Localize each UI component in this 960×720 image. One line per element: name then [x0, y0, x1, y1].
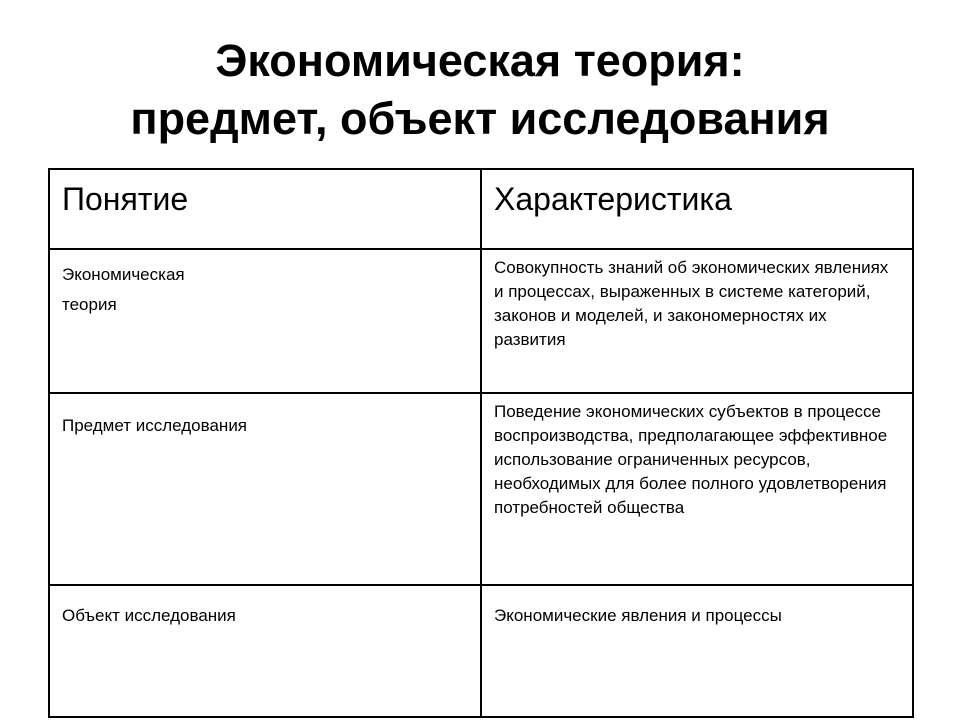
table-row [49, 249, 913, 393]
concept-text: Предмет исследования [62, 416, 248, 435]
table-row [49, 393, 913, 585]
description-cell [481, 393, 913, 585]
table-header-row [49, 169, 913, 249]
slide-title-line-1: Экономическая теория: [215, 35, 745, 86]
header-characteristic-label: Характеристика [494, 181, 732, 217]
description-text: Экономические явления и процессы [494, 606, 782, 625]
description-cell [481, 585, 913, 717]
concept-cell [49, 249, 481, 393]
concept-table [48, 168, 914, 718]
concept-text: Объект исследования [62, 606, 236, 625]
concept-cell [49, 393, 481, 585]
table-row [49, 585, 913, 717]
slide-title-line-2: предмет, объект исследования [130, 93, 830, 144]
header-cell-characteristic [481, 169, 913, 249]
description-text: Совокупность знаний об экономических явлениях и процессах, выраженных в системе категорий, законов и моделей, и закономерностях их развития [494, 258, 889, 349]
description-text: Поведение экономических субъектов в процессе воспроизводства, предполагающее эффективное использование ограниченных ресурсов, необходимых для более полного удовлетворения потребностей общества [494, 402, 888, 517]
concept-cell [49, 585, 481, 717]
concept-text: Экономическая теория [62, 265, 185, 314]
header-cell-concept [49, 169, 481, 249]
header-concept-label: Понятие [62, 181, 189, 217]
slide-title [0, 32, 960, 148]
description-cell [481, 249, 913, 393]
